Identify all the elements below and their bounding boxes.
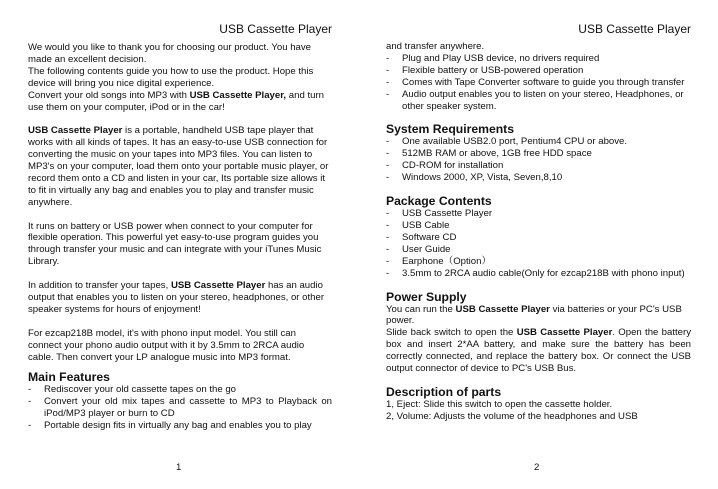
continued-text: and transfer anywhere. [386,41,485,52]
list-item [386,256,691,268]
power-supply-paragraph-2 [386,327,691,375]
list-item [386,65,691,77]
list-item [386,220,691,232]
list-item [386,172,691,184]
list-item-text: Comes with Tape Converter software to guide you through transfer [402,76,685,88]
bullet-dash: - [386,160,390,172]
intro-paragraph-3 [28,90,332,114]
page-number: 1 [176,462,182,473]
section-heading-package-contents: Package Contents [386,194,492,209]
page-header: USB Cassette Player [578,22,691,36]
list-item [386,148,691,160]
bullet-dash: - [386,148,390,160]
bullet-dash: - [386,255,390,267]
intro-text: and turn use them on your computer, iPod or in the car! [28,89,324,113]
intro-paragraph-1: We would you like to thank you for choosing our product. You have made an excellent decision. [28,42,312,65]
page-header: USB Cassette Player [219,22,332,36]
bullet-dash: - [28,396,32,408]
parts-item-1: 1, Eject: Slide this switch to open the cassette holder. [386,398,613,410]
list-item [28,396,332,420]
description-paragraph [28,125,332,208]
bullet-dash: - [386,267,390,279]
paragraph-text: In addition to transfer your tapes, [28,280,171,292]
features-list-continued [386,53,691,113]
list-item-text: Convert your old mix tapes and cassette to MP3 to Playback on iPod/MP3 player or burn to CD [44,396,332,420]
bullet-dash: - [386,172,390,184]
list-item [386,232,691,244]
bullet-dash: - [386,52,390,64]
package-contents-list [386,208,691,279]
list-item [28,420,332,432]
section-heading-main-features: Main Features [28,370,110,385]
power-paragraph: It runs on battery or USB power when connect to your computer for flexible operation. This powerful yet easy-to-use program guides you through transfer your music and can integrate with your iTunes Music Library. [28,220,322,268]
list-item-text: Plug and Play USB device, no drivers required [402,52,600,64]
product-name: USB Cassette Player, [189,89,287,101]
list-item-text: Rediscover your old cassette tapes on the go [44,384,236,396]
list-item-text: Software CD [402,231,457,243]
bullet-dash: - [386,76,390,88]
section-heading-power-supply: Power Supply [386,289,467,304]
list-item [386,77,691,89]
audio-output-paragraph [28,280,332,316]
product-name: USB Cassette Player [28,125,123,137]
bullet-dash: - [386,208,390,220]
paragraph-text: You can run the [386,303,456,315]
page-content [386,41,691,423]
list-item-text: Portable design fits in virtually any bag and enables you to play [44,420,312,432]
list-item [386,268,691,280]
list-item-text: User Guide [402,243,451,255]
list-item [386,53,691,65]
list-item-text: USB Cassette Player [402,208,493,220]
description-text: is a portable, handheld USB tape player that works with all kinds of tapes. It has an easy-to-use USB connection for converting the music on your tapes into MP3 files. You can listen to MP3's on your computer, load them onto your portable music player, or record them onto a CD and listen in your car, Its portable size allows it to fit in virtually any bag and enables you to play and transfer music anywhere. [28,125,329,208]
paragraph-text: has an audio output that enables you to listen on your stereo, headphones, or other speaker systems for hours of enjoyment! [28,280,325,315]
list-item [386,244,691,256]
list-item [386,208,691,220]
list-item-text: Audio output enables you to listen on your stereo, Headphones, or other speaker system. [402,88,684,112]
bullet-dash: - [386,64,390,76]
page-content [28,42,332,432]
list-item [28,384,332,396]
list-item-text: Flexible battery or USB-powered operation [402,64,584,76]
paragraph-text: . Open the battery box and insert 2*AA battery, and make sure the battery has been correctly connected, and replace the battery box. Or connect the USB output connector of device to PC's USB Bus. [386,327,691,375]
list-item [386,160,691,172]
section-heading-description-of-parts: Description of parts [386,384,502,399]
list-item-text: USB Cable [402,219,450,231]
phono-paragraph: For ezcap218B model, it's with phono input model. You still can connect your phono audio output with it by 3.5mm to 2RCA audio cable. Then convert your LP analogue music into MP3 format. [28,327,305,363]
intro-text: Convert your old songs into MP3 with [28,89,190,101]
product-name: USB Cassette Player [516,327,613,339]
parts-item-2: 2, Volume: Adjusts the volume of the headphones and USB [386,410,638,422]
bullet-dash: - [386,219,390,231]
list-item [386,89,691,113]
list-item-text: 512MB RAM or above, 1GB free HDD space [402,148,592,160]
page-number: 2 [534,462,540,473]
paragraph-text: Slide back switch to open the [386,327,517,339]
intro-paragraph-2: The following contents guide you how to use the product. Hope this device will bring you nice digital experience. [28,65,314,89]
list-item-text: CD-ROM for installation [402,160,504,172]
bullet-dash: - [386,88,390,100]
bullet-dash: - [386,243,390,255]
bullet-dash: - [28,420,32,432]
list-item [386,136,691,148]
system-requirements-list [386,136,691,184]
product-name: USB Cassette Player [455,303,550,315]
page-1 [28,0,332,489]
list-item-text: Earphone（Option） [402,255,492,267]
list-item-text: Windows 2000, XP, Vista, Seven,8,10 [402,172,563,184]
bullet-dash: - [28,384,32,396]
section-heading-system-requirements: System Requirements [386,122,515,137]
paragraph-text: via batteries or your PC's USB power. [386,303,682,327]
list-item-text: One available USB2.0 port, Pentium4 CPU or above. [402,136,628,148]
product-name: USB Cassette Player [170,280,266,292]
list-item-text: 3.5mm to 2RCA audio cable(Only for ezcap218B with phono input) [402,267,685,279]
bullet-dash: - [386,231,390,243]
bullet-dash: - [386,136,390,148]
power-supply-paragraph-1 [386,304,691,328]
page-2 [386,0,691,489]
features-list [28,384,332,432]
